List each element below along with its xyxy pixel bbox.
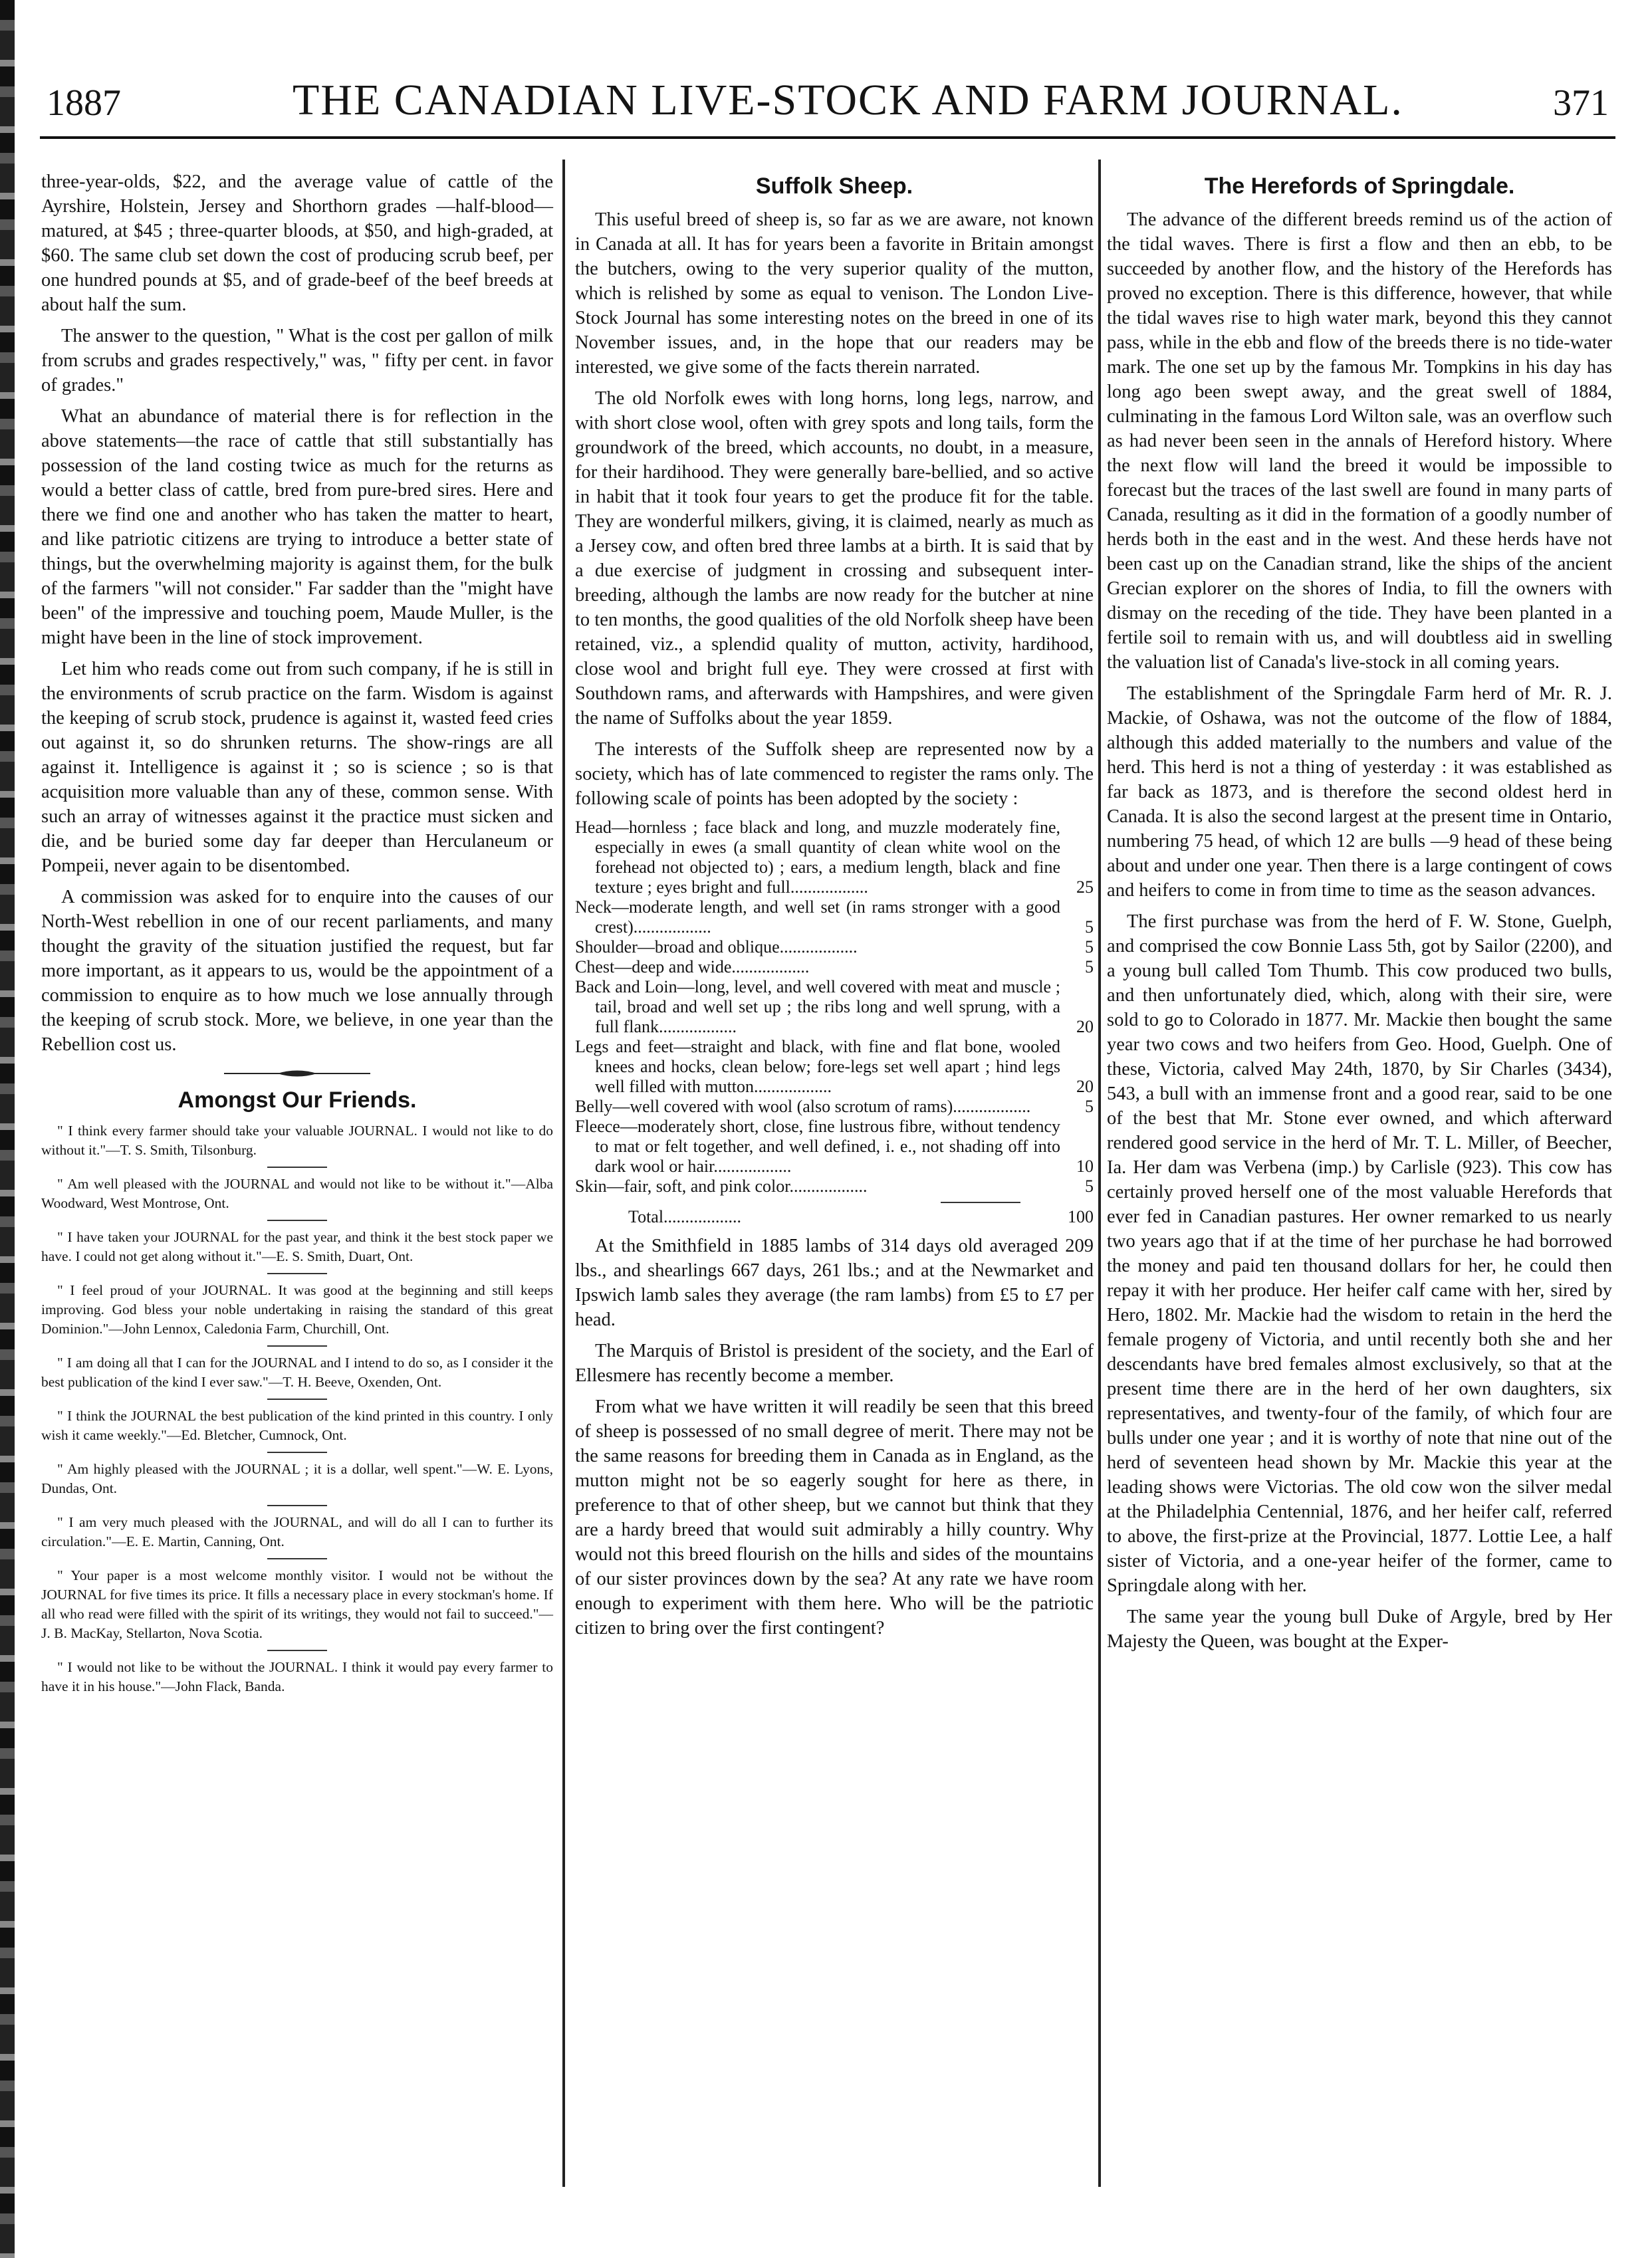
- ornamental-rule-icon: [224, 1068, 370, 1079]
- column-rule-1: [562, 160, 565, 2187]
- testimonial: " I think every farmer should take your valuable JOURNAL. I would not like to do without it."—T. S. Smith, Tilsonburg.: [41, 1123, 553, 1158]
- scale-points: 10: [1076, 1157, 1094, 1176]
- scale-row: [575, 1037, 1094, 1097]
- scale-row: [575, 957, 1094, 977]
- scale-row: [575, 1117, 1094, 1177]
- scale-criterion: Neck—moderate length, and well set (in rams stronger with a good crest)..................: [575, 897, 1060, 937]
- scale-total-points: 100: [1068, 1207, 1094, 1226]
- testimonial: " I think the JOURNAL the best publication of the kind printed in this country. I only wish it came weekly."—Ed. Bletcher, Cumnock, Ont.: [41, 1408, 553, 1443]
- testimonial: " I am doing all that I can for the JOURNAL and I intend to do so, as I consider it the best publication of the kind I ever saw."—T. H. Beeve, Oxenden, Ont.: [41, 1355, 553, 1390]
- scale-of-points: [575, 818, 1094, 1227]
- col3-paragraph: The advance of the different breeds remind us of the action of the tidal waves. There is first a flow and then an ebb, to be succeeded by another flow, and the history of the Herefords has proved no exception. There is this difference, however, that while the tidal waves rise to high water mark, beyond this they cannot pass, while in the ebb and flow of the breeds there is no tide-water mark. The one set up by the famous Mr. Tompkins in his day has long ago been swept away, and the great swell of 1884, culminating in the famous Lord Wilton sale, was an overflow such as had never been seen in the annals of Hereford history. Where the next flow will land the breed it would be impossible to forecast but the traces of the last swell are found in many parts of Canada, resulting as it did in the formation of a goodly number of herds both in the east and in the west. And these herds have not been cast up on the Canadian strand, like the ships of the ancient Grecian explorer on the shores of India, to fill the owners with dismay on the receding of the tide. They have been planted in a fertile soil to remain with us, and will doubtless aid in swelling the valuation list of Canada's live-stock in all coming years.: [1107, 209, 1612, 673]
- scale-criterion: Belly—well covered with wool (also scrotum of rams)..................: [575, 1097, 1031, 1116]
- divider: [267, 1452, 327, 1453]
- col1-paragraph: A commission was asked for to enquire into the causes of our North-West rebellion in one of our recent parliaments, and many thought the gravity of the situation justified the request, but far more important, as it appears to us, would be the appointment of a commission to enquire as to how much we lose annually through the keeping of scrub stock. More, we believe, in one year than the Rebellion cost us.: [41, 887, 553, 1055]
- scale-row: [575, 818, 1094, 897]
- testimonial: " I am very much pleased with the JOURNAL, and will do all I can to further its circulation."—E. E. Martin, Canning, Ont.: [41, 1514, 553, 1549]
- scale-row: [575, 937, 1094, 957]
- column-middle: [575, 169, 1094, 1647]
- scale-points: 5: [1085, 1097, 1094, 1116]
- col1-paragraph: The answer to the question, " What is the cost per gallon of milk from scrubs and grades respectively," was, " fifty per cent. in favor of grades.": [41, 326, 553, 395]
- col2-paragraph: From what we have written it will readily be seen that this breed of sheep is possessed of no small degree of merit. There may not be the same reasons for breeding them in Canada as in England, as the mutton might not be so eagerly sought for here as there, in preference to that of other sheep, but we cannot but think that they are a hardy breed that would suit admirably a hilly country. Why would not this breed flourish on the hills and sides of the mountains of our sister provinces down by the sea? At any rate we have room enough to experiment with them here. Who will be the patriotic citizen to bring over the first contingent?: [575, 1397, 1094, 1638]
- total-rule: [941, 1202, 1020, 1203]
- col3-paragraph: The establishment of the Springdale Farm herd of Mr. R. J. Mackie, of Oshawa, was not the outcome of the flow of 1884, although this added materially to the numbers and value of the herd. This herd is not a thing of yesterday : it was established as far back as 1873, and is therefore the second oldest herd in Canada. It is also the second largest at the present time in Ontario, numbering 75 head, of which 12 are bulls —9 head of these being about and under one year. Then there is a large contingent of cows and heifers to come in from time to time as the season advances.: [1107, 683, 1612, 901]
- col1-paragraph: three-year-olds, $22, and the average value of cattle of the Ayrshire, Holstein, Jersey and Shorthorn grades —half-blood—matured, at $45 ; three-quarter bloods, at $50, and high-graded, at $60. The same club set down the cost of producing scrub beef, per one hundred pounds at $5, and of grade-beef of the beef breeds at about half the sum.: [41, 171, 553, 315]
- journal-title: THE CANADIAN LIVE-STOCK AND FARM JOURNAL.: [293, 76, 1403, 124]
- scale-criterion: Head—hornless ; face black and long, and muzzle moderately fine, especially in ewes (a small quantity of clean white wool on the forehead not objected to) ; ears, a medium length, black and fine texture ; eyes bright and full..................: [575, 818, 1060, 897]
- column-rule-2: [1098, 160, 1101, 2187]
- scale-criterion: Legs and feet—straight and black, with fine and flat bone, wooled knees and hocks, clean below; fore-legs set well apart ; hind legs well filled with mutton..................: [575, 1037, 1060, 1096]
- scale-criterion: Chest—deep and wide..................: [575, 957, 810, 976]
- divider: [267, 1399, 327, 1400]
- scale-criterion: Shoulder—broad and oblique..................: [575, 937, 858, 957]
- col2-paragraph: The interests of the Suffolk sheep are represented now by a society, which has of late commenced to register the rams only. The following scale of points has been adopted by the society :: [575, 739, 1094, 809]
- scale-points: 5: [1085, 937, 1094, 957]
- divider: [267, 1273, 327, 1274]
- divider: [267, 1505, 327, 1506]
- col2-paragraph: The Marquis of Bristol is president of the society, and the Earl of Ellesmere has recently become a member.: [575, 1341, 1094, 1386]
- scale-points: 20: [1076, 1017, 1094, 1036]
- page-number: 371: [1553, 82, 1609, 124]
- divider: [267, 1558, 327, 1559]
- testimonial: " I feel proud of your JOURNAL. It was good at the beginning and still keeps improving. God bless your noble undertaking in raising the standard of this great Dominion."—John Lennox, Caledonia Farm, Churchill, Ont.: [41, 1282, 553, 1337]
- column-left: [41, 169, 553, 1696]
- scale-criterion: Back and Loin—long, level, and well covered with meat and muscle ; tail, broad and well set up ; the ribs long and well sprung, with a full flank..................: [575, 977, 1060, 1036]
- scale-row: [575, 1177, 1094, 1196]
- suffolk-heading: Suffolk Sheep.: [755, 173, 913, 199]
- herefords-heading: The Herefords of Springdale.: [1204, 173, 1515, 199]
- testimonial: " I have taken your JOURNAL for the past year, and think it the best stock paper we have. I could not get along without it."—E. S. Smith, Duart, Ont.: [41, 1229, 553, 1264]
- friends-heading: Amongst Our Friends.: [177, 1087, 417, 1113]
- divider: [267, 1345, 327, 1347]
- col3-paragraph: The first purchase was from the herd of F. W. Stone, Guelph, and comprised the cow Bonnie Lass 5th, got by Sailor (2200), and a young bull called Tom Thumb. This cow produced two bulls, and then unfortunately died, which, along with their sire, were sold to go to Colorado in 1877. Mr. Mackie then bought the same year two cows and two heifers from Geo. Hood, Guelph. One of these, Victoria, calved May 24th, 1870, by Sir Charles (3434), 543, a bull with an immense front and a good rear, said to be one of the best that Mr. Stone ever owned, and which afterward rendered good service in the herd of Mr. T. L. Miller, of Beecher, Ia. Her dam was Verbena (imp.) by Carlisle (923). This cow has certainly proved herself one of the most valuable Herefords that ever fed in Canadian pastures. Her owner remarked to us nearly two years ago that if at the time of her purchase he had borrowed the money and paid ten thousand dollars for her, he could then repay it with her produce. Her heifer calf came with her, sired by Hero, 1802. Mr. Mackie had the wisdom to retain in the herd the female progeny of Victoria, and until recently both she and her descendants have bred females almost exclusively, so that at the present time there are in the herd of her own daughters, six representatives, and twenty-four of the family, of which four are bulls under one year ; and it is worthy of note that nine out of the herd of seventeen head shown by Mr. Mackie this year at the leading shows were Victorias. The old cow won the silver medal at the Philadelphia Centennial, 1876, and her heifer calf, referred to above, the first-prize at the Provincial, 1877. Lottie Lee, a half sister of Victoria, and a one-year heifer of the former, came to Springdale along with her.: [1107, 911, 1612, 1596]
- scale-points: 20: [1076, 1077, 1094, 1096]
- column-right: [1107, 169, 1612, 1660]
- divider: [267, 1220, 327, 1221]
- page-binding-edge: [0, 0, 15, 2258]
- col2-paragraph: This useful breed of sheep is, so far as we are aware, not known in Canada at all. It has for years been a favorite in Britain amongst the butchers, owing to the very superior quality of the mutton, which is relished by some as equal to venison. The London Live-Stock Journal has some interesting notes on the breed in one of its November issues, and, in the hope that our readers may be interested, we give some of the facts therein narrated.: [575, 209, 1094, 378]
- testimonials-list: [41, 1121, 553, 1696]
- scale-points: 25: [1076, 877, 1094, 897]
- scale-points: 5: [1085, 957, 1094, 976]
- masthead: [40, 63, 1615, 139]
- divider: [267, 1167, 327, 1168]
- scale-row: [575, 1097, 1094, 1117]
- scale-total-label: Total..................: [628, 1207, 742, 1226]
- scale-total-row: [575, 1207, 1094, 1227]
- col2-paragraph: The old Norfolk ewes with long horns, long legs, narrow, and with short close wool, often with grey spots and long tails, form the groundwork of the breed, which accounts, no doubt, in a measure, for their hardihood. They were generally bare-bellied, and so active in habit that it took four years to get the produce fit for the table. They are wonderful milkers, giving, it is claimed, nearly as much as a Jersey cow, and often bred three lambs at a birth. It is said that by a due exercise of judgment in crossing and subsequent inter-breeding, although the lambs are now ready for the butcher at nine to ten months, the good qualities of the old Norfolk sheep have been retained, viz., a splendid quality of mutton, activity, hardihood, close wool and bright full eye. They were crossed at first with Southdown rams, and afterwards with Hampshires, and were given the name of Suffolks about the year 1859.: [575, 388, 1094, 729]
- scale-row: [575, 977, 1094, 1037]
- divider: [267, 1650, 327, 1651]
- col3-paragraph: The same year the young bull Duke of Argyle, bred by Her Majesty the Queen, was bought at the Exper-: [1107, 1607, 1612, 1652]
- testimonial: " Am well pleased with the JOURNAL and would not like to be without it."—Alba Woodward, West Montrose, Ont.: [41, 1176, 553, 1211]
- scale-points: 5: [1085, 1177, 1094, 1196]
- scale-criterion: Skin—fair, soft, and pink color..................: [575, 1177, 868, 1196]
- testimonial: " I would not like to be without the JOURNAL. I think it would pay every farmer to have it in his house."—John Flack, Banda.: [41, 1659, 553, 1694]
- scale-points: 5: [1085, 917, 1094, 937]
- testimonial: " Am highly pleased with the JOURNAL ; it is a dollar, well spent."—W. E. Lyons, Dundas, Ont.: [41, 1461, 553, 1496]
- col2-paragraph: At the Smithfield in 1885 lambs of 314 days old averaged 209 lbs., and shearlings 667 days, 261 lbs.; and at the Newmarket and Ipswich lamb sales they average (the ram lambs) from £5 to £7 per head.: [575, 1236, 1094, 1330]
- scale-criterion: Fleece—moderately short, close, fine lustrous fibre, without tendency to mat or felt together, and well defined, i. e., not shading off into dark wool or hair..................: [575, 1117, 1060, 1176]
- col1-paragraph: Let him who reads come out from such company, if he is still in the environments of scrub practice on the farm. Wisdom is against the keeping of scrub stock, prudence is against it, wasted feed cries out against it, so do shrunken returns. The show-rings are all against it. Intelligence is against it ; so is science ; so is that acquisition more valuable than any of these, common sense. With such an array of witnesses against it the practice must sicken and die, and be buried some day far deeper than Herculaneum or Pompeii, never again to be disentombed.: [41, 659, 553, 876]
- col1-paragraph: What an abundance of material there is for reflection in the above statements—the race of cattle that still substantially has possession of the land costing twice as much for the returns as would a better class of cattle, bred from pure-bred sires. Here and there we find one and another who has taken the matter to heart, and like patriotic citizens are trying to introduce a better state of things, but the overwhelming majority is against them, for the bulk of the farmers "will not consider." Far sadder than the "might have been" of the impressive and touching poem, Maude Muller, is the might have been in the line of stock improvement.: [41, 406, 553, 648]
- testimonial: " Your paper is a most welcome monthly visitor. I would not be without the JOURNAL for five times its price. It fills a necessary place in every stockman's home. If all who read were filled with the spirit of its writings, they would not fail to succeed."—J. B. MacKay, Stellarton, Nova Scotia.: [41, 1567, 553, 1641]
- issue-year: 1887: [47, 82, 121, 124]
- scale-row: [575, 897, 1094, 937]
